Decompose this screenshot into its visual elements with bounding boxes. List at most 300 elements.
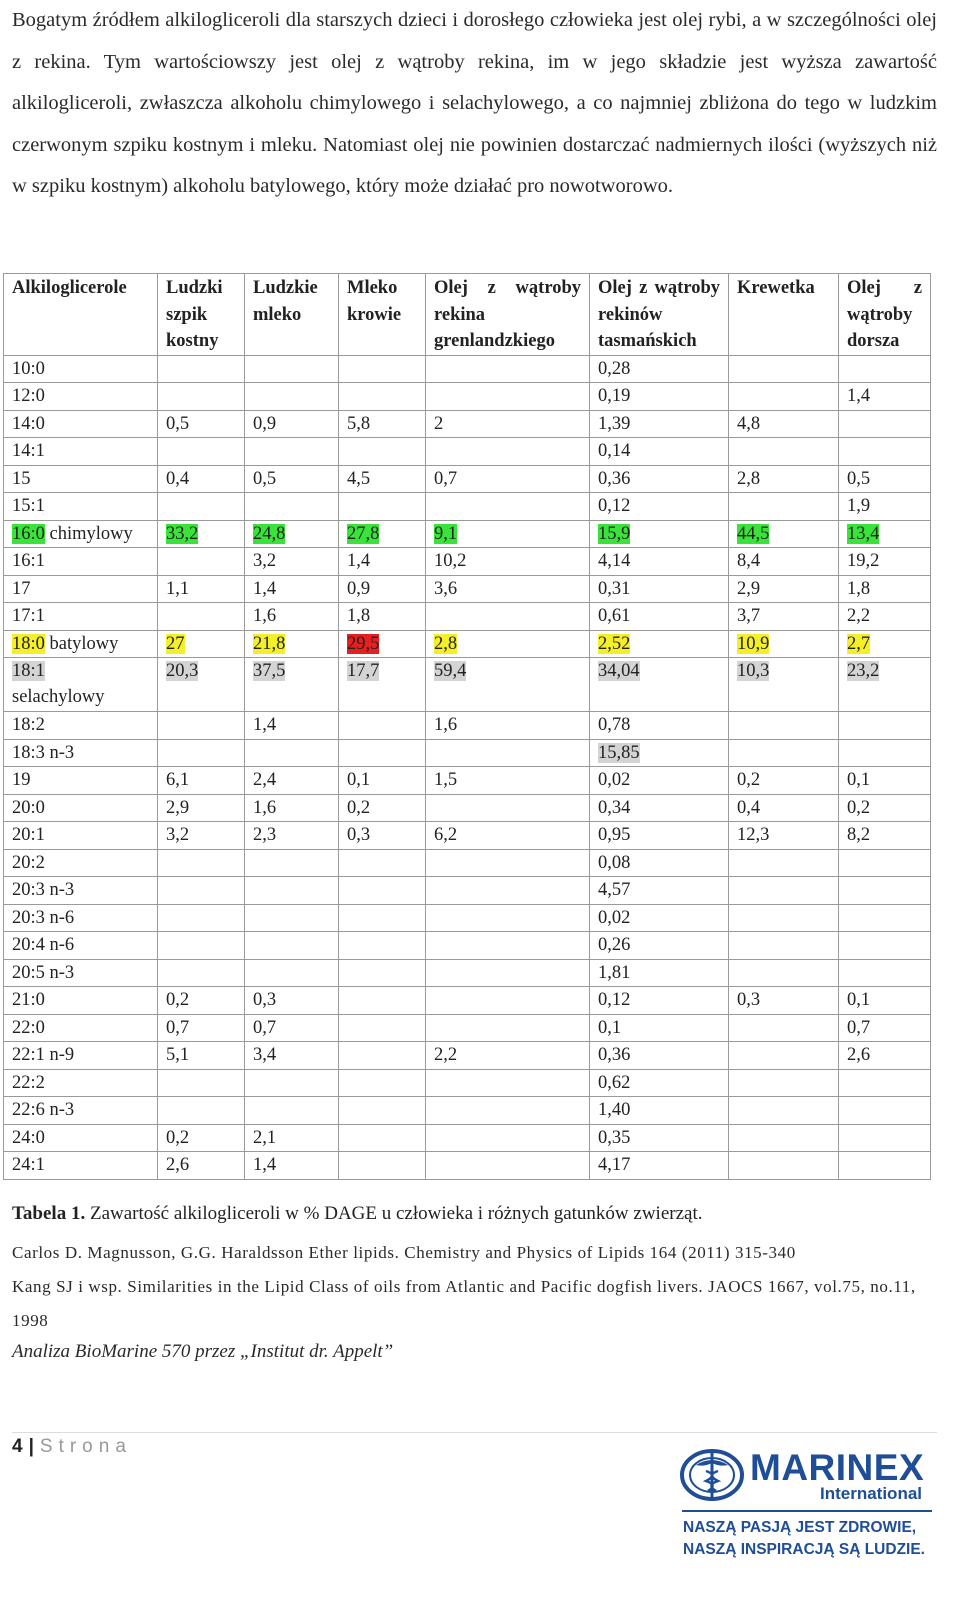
table-cell [158,520,245,548]
cell-value: 8,4 [737,551,761,571]
table-cell [158,493,245,521]
cell-value: 0,5 [253,468,277,489]
row-label-cell [4,575,158,603]
cell-value: 12,3 [737,825,770,845]
table-cell [426,520,590,548]
row-label: 17 [12,578,31,599]
row-label-cell [4,849,158,877]
page-number [12,1436,132,1458]
table-cell [245,1069,339,1097]
page-label: Strona [39,1436,132,1457]
cell-value: 2,6 [166,1155,190,1175]
cell-value: 0,34 [598,797,631,818]
row-label: 14:0 [12,413,45,434]
table-cell [426,1124,590,1152]
table-row [4,1152,931,1180]
table-cell [245,1014,339,1042]
row-label-cell [4,493,158,521]
table-cell [426,739,590,767]
table-row [4,904,931,932]
table-cell [426,767,590,795]
table-cell [339,603,426,631]
table-cell [729,548,839,576]
cell-value: 0,02 [598,770,631,790]
row-label-cell [4,959,158,987]
table-cell [839,438,931,466]
cell-value: 37,5 [253,661,286,681]
table-cell [158,465,245,493]
cell-value: 1,4 [347,551,371,571]
table-row [4,658,931,712]
table-cell [590,630,729,658]
table-cell [339,959,426,987]
row-label: 15 [12,468,31,489]
table-cell [245,932,339,960]
cell-value: 27,8 [347,523,380,544]
cell-value: 0,5 [166,413,190,434]
cell-value: 0,9 [347,578,371,599]
table-cell [245,658,339,712]
table-cell [158,603,245,631]
table-cell [839,904,931,932]
table-cell [426,849,590,877]
table-cell [426,658,590,712]
table-cell [839,658,931,712]
row-label: 20:1 [12,825,45,845]
table-cell [729,987,839,1015]
table-cell [426,932,590,960]
table-cell [590,465,729,493]
table-cell [729,739,839,767]
reference-1: Carlos D. Magnusson, G.G. Haraldsson Ether lipids. Chemistry and Physics of Lipids 164 (2011) 315-340 [12,1243,796,1262]
cell-value: 15,85 [598,742,640,763]
cell-value: 4,5 [347,468,371,489]
row-label-cell [4,712,158,740]
table-cell [839,1097,931,1125]
cell-value: 17,7 [347,661,380,681]
row-label-cell [4,1097,158,1125]
cell-value: 0,2 [166,1127,190,1148]
cell-value: 1,4 [253,1155,277,1175]
table-row [4,410,931,438]
table-cell [339,1097,426,1125]
table-cell [426,410,590,438]
table-row [4,1124,931,1152]
table-cell [590,712,729,740]
cell-value: 0,35 [598,1127,631,1148]
table-cell [729,658,839,712]
cell-value: 5,1 [166,1045,190,1065]
table-cell [158,575,245,603]
cell-value: 3,2 [166,825,190,845]
table-cell [245,877,339,905]
cell-value: 1,8 [847,578,871,599]
table-cell [590,959,729,987]
cell-value: 10,3 [737,661,770,681]
cell-value: 2,9 [737,578,761,599]
row-label: 20:3 n-6 [12,907,75,928]
table-cell [339,1069,426,1097]
row-label: 12:0 [12,386,45,406]
table-row [4,355,931,383]
table-row [4,1069,931,1097]
table-cell [729,767,839,795]
alkylglycerol-table [3,273,931,1180]
row-label: 17:1 [12,606,45,626]
table-cell [339,658,426,712]
row-label: 22:0 [12,1017,45,1038]
cell-value: 0,7 [434,468,458,489]
cell-value: 0,1 [347,770,371,790]
row-alcohol-name: selachylowy [12,687,105,707]
table-cell [729,493,839,521]
cell-value: 0,3 [253,990,277,1010]
cell-value: 33,2 [166,523,199,544]
table-cell [839,355,931,383]
row-label: 20:4 n-6 [12,935,75,955]
table-cell [426,465,590,493]
col-header-cow-milk: Mleko krowie [339,274,426,356]
table-cell [245,355,339,383]
table-cell [245,1097,339,1125]
cell-value: 0,7 [253,1017,277,1038]
slogan [683,1517,935,1561]
table-caption [12,1203,703,1225]
table-cell [729,932,839,960]
table-cell [158,1014,245,1042]
table-cell [245,739,339,767]
col-header-cod-liver: Olej z wątroby dorsza [839,274,931,356]
table-cell [839,1014,931,1042]
cell-value: 2,8 [737,468,761,489]
table-cell [590,548,729,576]
table-cell [426,438,590,466]
table-cell [339,794,426,822]
caption-text: Zawartość alkiloglicerolі w % DAGE u człowieka i różnych gatunków zwierząt. [85,1203,703,1224]
table-cell [339,630,426,658]
table-cell [426,959,590,987]
table-cell [426,630,590,658]
table-cell [426,712,590,740]
table-cell [245,630,339,658]
table-cell [590,932,729,960]
table-cell [729,603,839,631]
cell-value: 21,8 [253,633,286,654]
cell-value: 44,5 [737,523,770,544]
row-label-cell [4,410,158,438]
row-label: 18:2 [12,715,45,735]
slogan-line-1: NASZĄ PASJĄ JEST ZDROWIE, [683,1519,917,1536]
table-cell [729,355,839,383]
analysis-note: Analiza BioMarine 570 przez „Institut dr. Appelt” [12,1341,394,1362]
intro-paragraph: Bogatym źródłem alkiloglicerolі dla starszych dzieci i dorosłego człowieka jest olej rybi, a w szczególności olej z rekina. Tym wartościowszy jest olej z wątroby rekina, im w jego składzie jest wyższa zawartość alkiloglicerolі, zwłaszcza alkoholu chimylowego i selachylowego, a co najmniej zbliżona do tego w ludzkim czerwonym szpiku kostnym i mleku. Natomiast olej nie powinien dostarczać nadmiernych ilości (wyższych niż w szpiku kostnym) alkoholu batylowego, który może działać pro nowotworowo. [12,9,937,197]
table-cell [339,1014,426,1042]
table-row [4,959,931,987]
table-cell [245,548,339,576]
table-cell [426,548,590,576]
table-cell [839,548,931,576]
table-cell [590,739,729,767]
table-cell [339,410,426,438]
table-cell [339,1124,426,1152]
cell-value: 0,4 [737,797,761,818]
row-label-cell [4,767,158,795]
cell-value: 10,9 [737,633,770,654]
table-cell [729,794,839,822]
cell-value: 3,7 [737,606,761,626]
table-cell [339,355,426,383]
caduceus-icon [682,1451,742,1499]
table-cell [339,575,426,603]
row-alcohol-name: batylowy [49,633,119,654]
table-cell [245,383,339,411]
table-row [4,1014,931,1042]
table-cell [426,1152,590,1180]
row-label: 16:1 [12,551,45,571]
cell-value: 4,17 [598,1155,631,1175]
table-cell [590,603,729,631]
table-cell [158,767,245,795]
cell-value: 0,26 [598,935,631,955]
table-cell [339,932,426,960]
cell-value: 3,4 [253,1045,277,1065]
table-cell [158,1097,245,1125]
table-cell [158,877,245,905]
page-number-value: 4 [12,1436,23,1457]
table-cell [590,767,729,795]
table-cell [158,712,245,740]
table-cell [158,383,245,411]
cell-value: 5,8 [347,413,371,434]
table-row [4,575,931,603]
row-label-cell [4,932,158,960]
cell-value: 1,6 [434,715,458,735]
slogan-line-2: NASZĄ INSPIRACJĄ SĄ LUDZIE. [683,1541,925,1558]
cell-value: 0,9 [253,413,277,434]
table-body [4,355,931,1179]
brand-name: MARINEX [750,1447,925,1488]
row-label-cell [4,1124,158,1152]
table-cell [426,575,590,603]
table-cell [245,959,339,987]
table-cell [158,794,245,822]
table-cell [339,849,426,877]
table-cell [158,959,245,987]
table-cell [426,987,590,1015]
table-cell [245,1042,339,1070]
reference-2: Kang SJ i wsp. Similarities in the Lipid Class of oils from Atlantic and Pacific dogfish livers. JAOCS 1667, vol.75, no.11, 1998 [12,1277,916,1330]
cell-value: 2,6 [847,1045,871,1065]
table-cell [158,630,245,658]
row-label-cell [4,465,158,493]
cell-value: 0,12 [598,496,631,516]
cell-value: 0,62 [598,1072,631,1093]
table-cell [339,520,426,548]
table-cell [339,904,426,932]
table-cell [590,575,729,603]
row-label-cell [4,987,158,1015]
row-label: 14:1 [12,441,45,461]
row-label: 10:0 [12,358,45,379]
table-cell [729,904,839,932]
cell-value: 2,2 [434,1045,458,1065]
cell-value: 19,2 [847,551,880,571]
cell-value: 0,36 [598,1045,631,1065]
table-cell [839,630,931,658]
cell-value: 4,14 [598,551,631,571]
table-cell [729,465,839,493]
table-cell [839,520,931,548]
table-cell [839,987,931,1015]
table-cell [426,355,590,383]
cell-value: 27 [166,633,185,654]
cell-value: 0,2 [737,770,761,790]
table-cell [426,794,590,822]
cell-value: 0,3 [737,990,761,1010]
table-cell [729,1014,839,1042]
table-cell [729,520,839,548]
cell-value: 0,3 [347,825,371,845]
table-cell [339,1152,426,1180]
table-row [4,438,931,466]
table-row [4,603,931,631]
cell-value: 0,2 [347,797,371,818]
cell-value: 1,6 [253,797,277,818]
cell-value: 0,61 [598,606,631,626]
row-label: 20:5 n-3 [12,962,75,983]
row-label-cell [4,383,158,411]
table-cell [729,410,839,438]
table-row [4,1097,931,1125]
table-cell [339,877,426,905]
table-cell [590,822,729,850]
table-cell [245,849,339,877]
table-row [4,932,931,960]
table-cell [339,465,426,493]
table-cell [590,849,729,877]
col-header-tasmanian-shark: Olej z wątroby rekinów tasmańskich [590,274,729,356]
table-cell [590,520,729,548]
table-row [4,987,931,1015]
table-cell [590,904,729,932]
table-cell [839,575,931,603]
table-cell [339,712,426,740]
cell-value: 34,04 [598,661,640,681]
table-cell [158,438,245,466]
row-label-cell [4,438,158,466]
cell-value: 8,2 [847,825,871,845]
cell-value: 0,2 [847,797,871,818]
table-cell [729,849,839,877]
table-cell [339,493,426,521]
table-row [4,1042,931,1070]
cell-value: 29,5 [347,633,380,654]
table-cell [426,1069,590,1097]
table-cell [590,1042,729,1070]
col-header-human-marrow: Ludzki szpik kostny [158,274,245,356]
table-cell [245,987,339,1015]
table-cell [729,1124,839,1152]
cell-value: 15,9 [598,523,631,544]
table-cell [339,767,426,795]
table-cell [729,1042,839,1070]
table-row [4,822,931,850]
table-cell [339,548,426,576]
cell-value: 1,81 [598,962,631,983]
row-label-cell [4,603,158,631]
table-cell [245,603,339,631]
table-cell [245,712,339,740]
table-row [4,849,931,877]
cell-value: 0,78 [598,715,631,735]
table-header-row [4,274,931,356]
logo-divider [682,1510,932,1512]
table-cell [729,712,839,740]
row-label: 22:1 n-9 [12,1045,75,1065]
cell-value: 0,5 [847,468,871,489]
cell-value: 0,08 [598,852,631,873]
table-cell [590,1097,729,1125]
table-cell [839,1042,931,1070]
cell-value: 0,31 [598,578,631,599]
table-cell [590,658,729,712]
cell-value: 0,19 [598,386,631,406]
table-row [4,877,931,905]
table-cell [839,603,931,631]
table-cell [426,603,590,631]
table-row [4,767,931,795]
row-label-cell [4,1014,158,1042]
table-cell [729,1069,839,1097]
row-label: 15:1 [12,496,45,516]
table-cell [339,1042,426,1070]
cell-value: 6,2 [434,825,458,845]
table-cell [590,1124,729,1152]
brand-subtitle: International [820,1484,923,1503]
table-cell [590,1152,729,1180]
row-label: 21:0 [12,990,45,1010]
cell-value: 0,36 [598,468,631,489]
cell-value: 2,3 [253,825,277,845]
cell-value: 1,6 [253,606,277,626]
row-label-cell [4,1042,158,1070]
table-cell [590,1069,729,1097]
table-cell [158,410,245,438]
table-cell [729,877,839,905]
table-cell [245,822,339,850]
table-row [4,630,931,658]
table-row [4,493,931,521]
table-cell [339,739,426,767]
cell-value: 59,4 [434,661,467,681]
table-cell [590,794,729,822]
row-label: 18:0 [12,633,45,654]
row-label: 22:2 [12,1072,45,1093]
cell-value: 13,4 [847,523,880,544]
table-cell [590,438,729,466]
cell-value: 2 [434,413,444,434]
table-cell [839,493,931,521]
cell-value: 0,2 [166,990,190,1010]
row-label-cell [4,822,158,850]
table-cell [245,904,339,932]
table-row [4,383,931,411]
table-cell [158,849,245,877]
col-header-shrimp: Krewetka [729,274,839,356]
table-cell [729,383,839,411]
table-row [4,548,931,576]
table-cell [158,739,245,767]
